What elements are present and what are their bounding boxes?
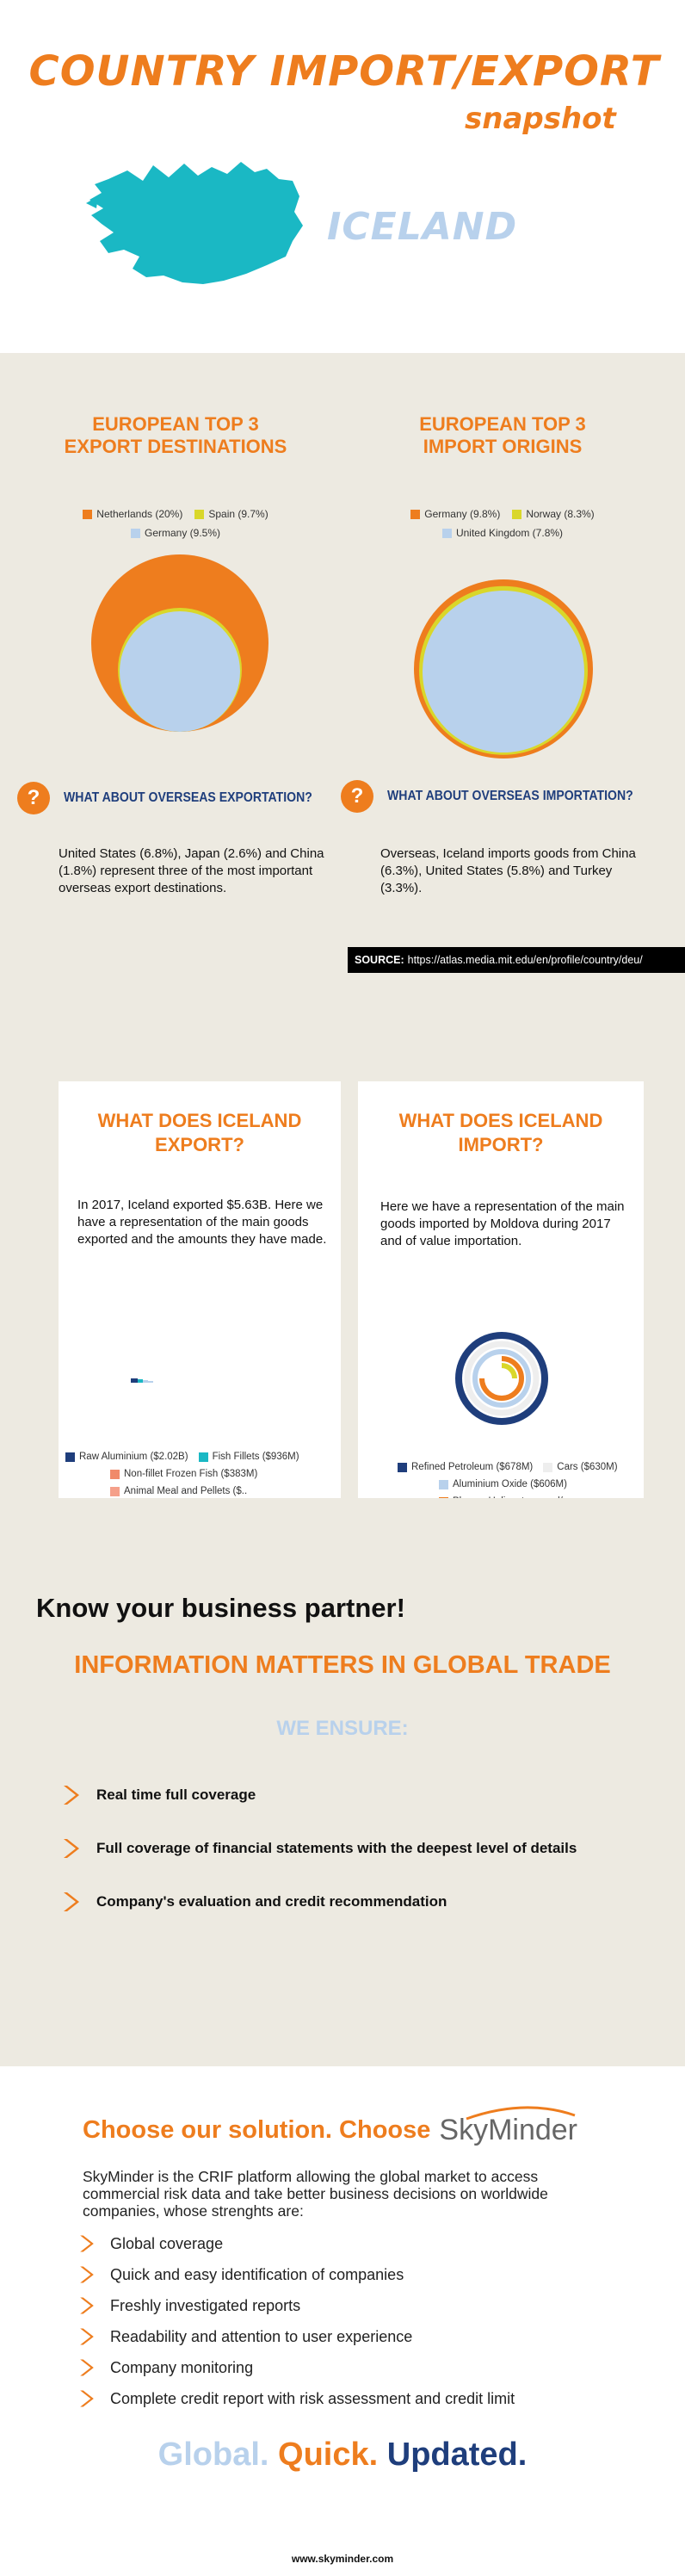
- source-label: SOURCE:: [355, 954, 404, 966]
- question-mark-icon: ?: [17, 782, 50, 814]
- legend-label: Raw Aluminium ($2.02B): [79, 1452, 188, 1462]
- strength-item: [76, 2294, 300, 2317]
- legend-swatch: [194, 510, 204, 519]
- legend-item: [398, 1462, 533, 1472]
- legend-item: [410, 508, 500, 520]
- partner-heading: Know your business partner!: [36, 1593, 405, 1623]
- website-link[interactable]: www.skyminder.com: [291, 2553, 394, 2565]
- ring-refined-petroleum: [459, 1335, 545, 1421]
- import-card-title-line2: IMPORT?: [458, 1134, 544, 1155]
- legend-label: Cars ($630M): [557, 1462, 618, 1472]
- strength-item: [76, 2356, 253, 2379]
- strength-item: [76, 2263, 404, 2286]
- tagline: [0, 2437, 685, 2474]
- legend-label: Germany (9.5%): [144, 527, 221, 539]
- legend-label: Spain (9.7%): [208, 508, 268, 520]
- legend-label: Animal Meal and Pellets ($..: [124, 1486, 248, 1496]
- import-question: [341, 780, 667, 813]
- ensure-item-label: Company's evaluation and credit recommendation: [96, 1893, 447, 1910]
- legend-label: Aluminium Oxide ($606M): [453, 1479, 567, 1489]
- legend-item: [83, 508, 182, 520]
- legend-swatch: [439, 1480, 448, 1489]
- country-name: ICELAND: [327, 205, 518, 249]
- export-card-text: In 2017, Iceland exported $5.63B. Here we have a representation of the main goods exported and the amounts they have made.: [77, 1198, 327, 1247]
- european-trade-section: [0, 353, 685, 1042]
- chevron-right-icon: [76, 2294, 98, 2317]
- source-url: https://atlas.media.mit.edu/en/profile/country/deu/: [407, 954, 643, 966]
- export-card-title: [59, 1109, 341, 1157]
- legend-item: [65, 1452, 188, 1462]
- legend-item: [131, 527, 220, 539]
- source-bar: [348, 947, 685, 973]
- legend-swatch: [65, 1452, 75, 1462]
- strength-item: [76, 2387, 515, 2410]
- export-card-title-line1: WHAT DOES ICELAND: [97, 1110, 302, 1131]
- pie-slice-united-kingdom: [423, 591, 584, 752]
- import-legend: [365, 508, 640, 546]
- chevron-right-icon: [59, 1889, 84, 1915]
- legend-item: [442, 527, 563, 539]
- legend-swatch: [398, 1463, 407, 1472]
- legend-item: [194, 508, 268, 520]
- business-partner-section: [0, 1498, 685, 2066]
- solution-section: [0, 2066, 685, 2576]
- legend-label: Refined Petroleum ($678M): [411, 1462, 534, 1472]
- legend-item: [110, 1469, 257, 1479]
- legend-item: [512, 508, 594, 520]
- export-question-text: WHAT ABOUT OVERSEAS EXPORTATION?: [64, 790, 312, 805]
- main-title: COUNTRY IMPORT/EXPORT: [28, 47, 660, 96]
- legend-swatch: [410, 510, 420, 519]
- import-sunburst-chart: [454, 1331, 549, 1426]
- goods-section: [0, 1042, 685, 1498]
- legend-swatch: [199, 1452, 208, 1462]
- legend-label: Fish Fillets ($936M): [212, 1452, 299, 1462]
- chevron-right-icon: [76, 2325, 98, 2348]
- skyminder-logo: [439, 2115, 577, 2145]
- legend-label: United Kingdom (7.8%): [455, 527, 564, 539]
- export-legend: [38, 508, 313, 546]
- tagline-updated: Updated.: [386, 2437, 528, 2473]
- strength-item: [76, 2232, 223, 2255]
- chevron-right-icon: [76, 2387, 98, 2410]
- tagline-global: Global.: [157, 2437, 269, 2473]
- ensure-item: [59, 1836, 577, 1861]
- chevron-right-icon: [76, 2232, 98, 2255]
- import-title-line1: EUROPEAN TOP 3: [419, 413, 586, 435]
- export-title-line1: EUROPEAN TOP 3: [92, 413, 259, 435]
- export-title-line2: EXPORT DESTINATIONS: [64, 436, 287, 457]
- tagline-quick: Quick.: [278, 2437, 379, 2473]
- export-destinations-pie-chart: [89, 553, 270, 734]
- legend-item: [439, 1479, 567, 1489]
- export-card-title-line2: EXPORT?: [155, 1134, 244, 1155]
- strength-label: Freshly investigated reports: [110, 2296, 301, 2314]
- we-ensure-label: WE ENSURE:: [276, 1717, 409, 1740]
- strength-label: Complete credit report with risk assessment and credit limit: [110, 2389, 515, 2407]
- legend-label: Germany (9.8%): [424, 508, 501, 520]
- import-question-text: WHAT ABOUT OVERSEAS IMPORTATION?: [387, 789, 633, 803]
- legend-swatch: [442, 529, 452, 538]
- import-card-text: Here we have a representation of the main goods imported by Moldova during 2017 and of value importation.: [380, 1199, 625, 1248]
- chevron-right-icon: [76, 2356, 98, 2379]
- legend-swatch: [543, 1463, 552, 1472]
- legend-swatch: [110, 1470, 120, 1479]
- iceland-map-icon: [83, 155, 306, 293]
- import-overseas-text: Overseas, Iceland imports goods from China (6.3%), United States (5.8%) and Turkey (3.3%).: [380, 846, 636, 895]
- solution-description: SkyMinder is the CRIF platform allowing the global market to access commercial risk data and take better business decisions on worldwide companies, whose strenghts are:: [83, 2168, 548, 2220]
- question-mark-icon: ?: [341, 780, 373, 813]
- import-card-title: [358, 1109, 644, 1157]
- solution-heading-text: Choose our solution. Choose: [83, 2116, 431, 2144]
- legend-swatch: [131, 529, 140, 538]
- legend-item: [543, 1462, 617, 1472]
- import-origins-pie-chart: [413, 579, 594, 759]
- export-card-body: [59, 1081, 341, 1570]
- legend-item: [199, 1452, 299, 1462]
- ensure-item-label: Real time full coverage: [96, 1786, 256, 1803]
- chevron-right-icon: [76, 2263, 98, 2286]
- ensure-item: [59, 1889, 447, 1915]
- ensure-item: [59, 1782, 256, 1808]
- ring-electronics: [502, 1365, 515, 1378]
- chevron-right-icon: [59, 1782, 84, 1808]
- logo-brand-text: SkyMinder: [439, 2114, 577, 2146]
- strength-label: Global coverage: [110, 2234, 224, 2252]
- chevron-right-icon: [59, 1836, 84, 1861]
- import-card: [358, 1081, 644, 1570]
- legend-swatch: [83, 510, 92, 519]
- solution-heading: [83, 2115, 577, 2145]
- partner-subheading: INFORMATION MATTERS IN GLOBAL TRADE: [74, 1651, 611, 1679]
- export-overseas-text: United States (6.8%), Japan (2.6%) and China (1.8%) represent three of the most important overseas export destinations.: [59, 846, 324, 895]
- subtitle: snapshot: [465, 102, 616, 136]
- ensure-item-label: Full coverage of financial statements with the deepest level of details: [96, 1840, 577, 1856]
- legend-label: Non-fillet Frozen Fish ($383M): [124, 1469, 258, 1479]
- treemap-block: [148, 1381, 153, 1383]
- legend-label: Netherlands (20%): [96, 508, 183, 520]
- strength-item: [76, 2325, 412, 2348]
- import-card-title-line1: WHAT DOES ICELAND: [398, 1110, 603, 1131]
- strength-label: Company monitoring: [110, 2358, 254, 2376]
- import-title-line2: IMPORT ORIGINS: [423, 436, 583, 457]
- header: [0, 0, 685, 353]
- legend-item: [110, 1486, 247, 1496]
- strength-label: Quick and easy identification of companies: [110, 2265, 404, 2283]
- pie-slice-germany: [120, 611, 240, 732]
- logo-swoosh-icon: [465, 2103, 577, 2121]
- strength-label: Readability and attention to user experience: [110, 2327, 413, 2345]
- treemap-block: [131, 1378, 138, 1383]
- legend-swatch: [110, 1487, 120, 1496]
- legend-swatch: [512, 510, 521, 519]
- import-origins-title: [365, 413, 640, 458]
- export-destinations-title: [38, 413, 313, 458]
- legend-label: Norway (8.3%): [526, 508, 595, 520]
- export-question: [17, 782, 346, 814]
